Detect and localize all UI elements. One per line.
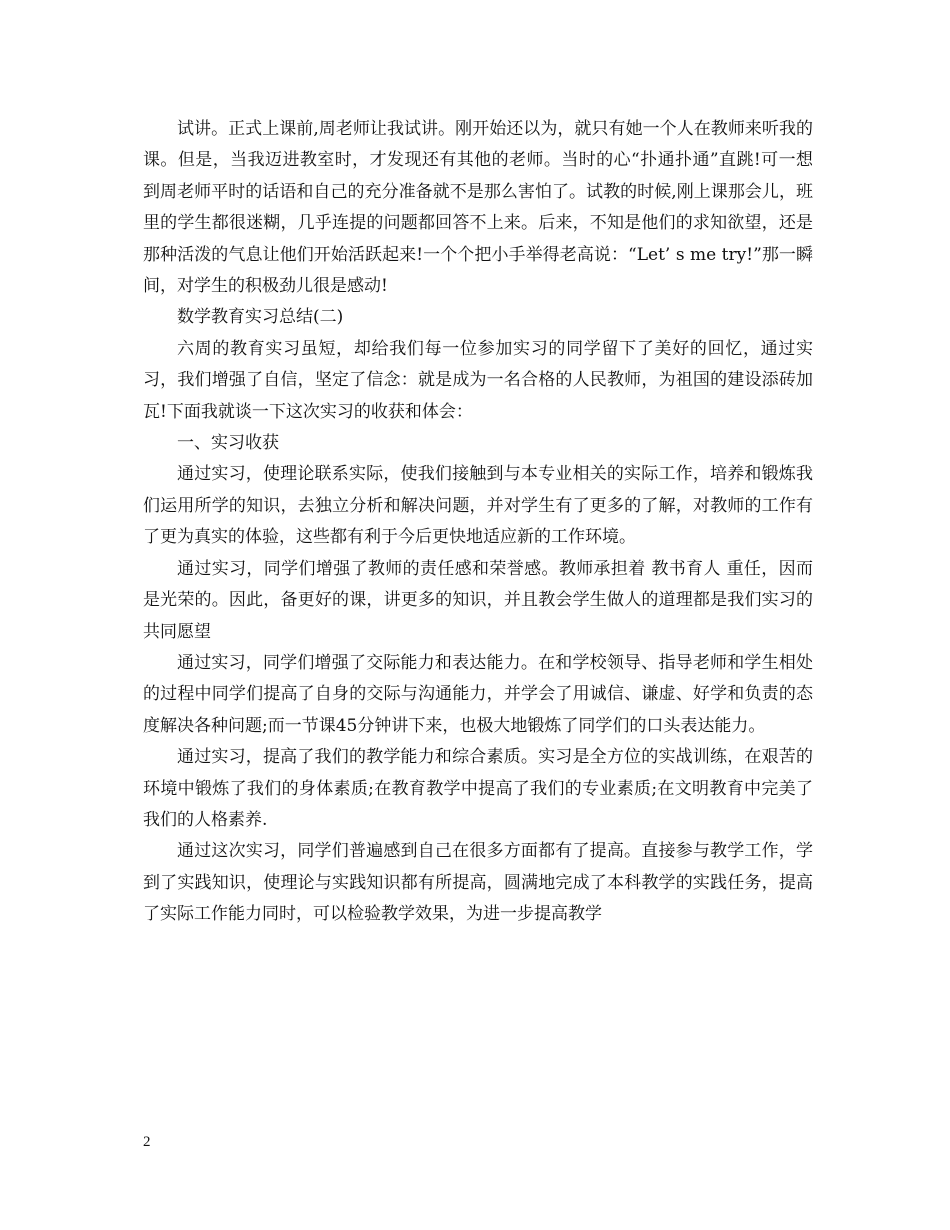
paragraph-gain-5: 通过这次实习，同学们普遍感到自己在很多方面都有了提高。直接参与教学工作，学到了实践知识，使理论与实践知识都有所提高，圆满地完成了本科教学的实践任务，提高了实际工作能力同时，可以检验教学效果，为进一步提高教学 — [143, 841, 813, 925]
paragraph-intro: 六周的教育实习虽短，却给我们每一位参加实习的同学留下了美好的回忆，通过实习，我们增强了自信，坚定了信念：就是成为一名合格的人民教师，为祖国的建设添砖加瓦!下面我就谈一下这次实习的收获和体会： — [143, 338, 813, 422]
document-body — [143, 114, 813, 931]
paragraph-gain-4: 通过实习，提高了我们的教学能力和综合素质。实习是全方位的实战训练，在艰苦的环境中锻炼了我们的身体素质;在教育教学中提高了我们的专业素质;在文明教育中完美了我们的人格素养. — [143, 747, 813, 830]
subsection-heading: 一、实习收获 — [177, 433, 279, 454]
section-title: 数学教育实习总结(二) — [177, 307, 344, 328]
paragraph-trial-lecture: 试讲。正式上课前,周老师让我试讲。刚开始还以为，就只有她一个人在教师来听我的课。但是，当我迈进教室时，才发现还有其他的老师。当时的心“扑通扑通”直跳!可一想到周老师平时的话语和自己的充分准备就不是那么害怕了。试教的时候,刚上课那会儿，班里的学生都很迷糊，几乎连提的问题都回答不上来。后来，不知是他们的求知欲望，还是那种活泼的气息让他们开始活跃起来!一个个把小手举得老高说：“Let’ s me try!”那一瞬间，对学生的积极劲儿很是感动! — [143, 119, 813, 297]
page-number: 2 — [143, 1134, 151, 1150]
paragraph-gain-3: 通过实习，同学们增强了交际能力和表达能力。在和学校领导、指导老师和学生相处的过程中同学们提高了自身的交际与沟通能力，并学会了用诚信、谦虚、好学和负责的态度解决各种问题;而一节课45分钟讲下来，也极大地锻炼了同学们的口头表达能力。 — [143, 652, 813, 736]
paragraph-gain-2: 通过实习，同学们增强了教师的责任感和荣誉感。教师承担着 教书育人 重任，因而是光荣的。因此，备更好的课，讲更多的知识，并且教会学生做人的道理都是我们实习的共同愿望 — [143, 558, 813, 642]
paragraph-gain-1: 通过实习，使理论联系实际，使我们接触到与本专业相关的实际工作，培养和锻炼我们运用所学的知识，去独立分析和解决问题，并对学生有了更多的了解，对教师的工作有了更为真实的体验，这些都有利于今后更快地适应新的工作环境。 — [143, 464, 813, 548]
